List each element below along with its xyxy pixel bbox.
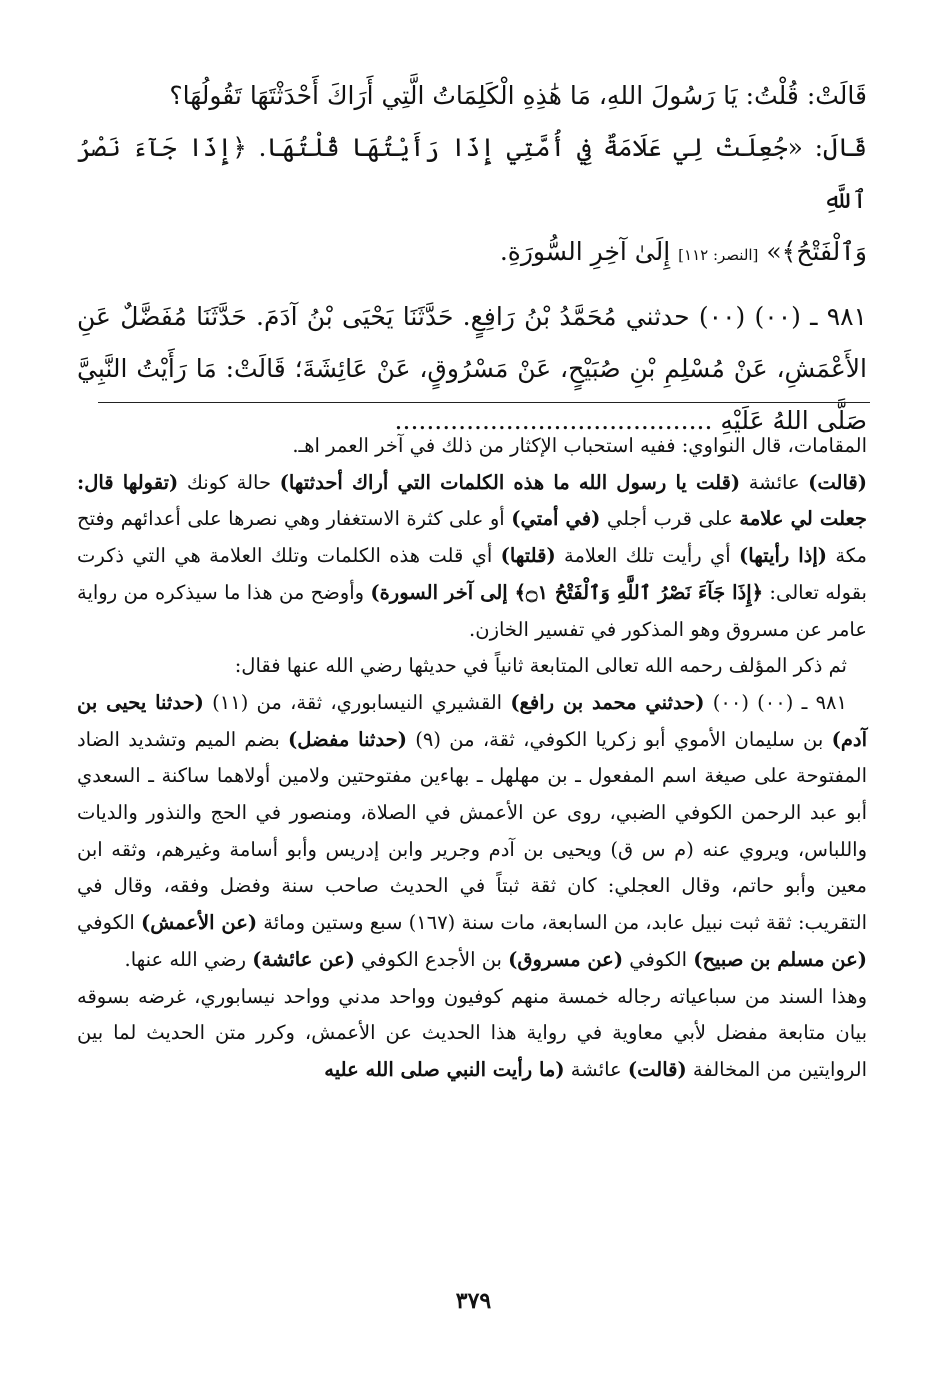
hadith-text [77, 70, 867, 447]
hadith-line-2: قَالَ: «جُعِلَتْ لِي عَلَامَةٌ فِي أُمَّتِي إِذَا رَأَيْتُهَا قُلْتُهَا. ﴿إِذَا جَآءَ نَصْرُ ٱللَّهِ [77, 133, 867, 214]
commentary-text-run: أي قلت هذه الكلمات وتلك العلامة هي التي ذكرت بقوله تعالى: [77, 544, 867, 604]
commentary-text-run: أي رأيت تلك العلامة [555, 544, 740, 568]
bold-phrase: (قلت يا رسول الله ما هذه الكلمات التي أراك أحدثتها) [279, 470, 741, 494]
commentary-paragraph-5 [77, 979, 867, 1089]
hadith-line [77, 122, 867, 226]
commentary-text-run: عائشة [564, 1057, 628, 1081]
bold-phrase: (قالت) [808, 470, 867, 494]
bold-phrase: (قالت) [627, 1057, 687, 1081]
hadith-isnad: ٩٨١ ـ (٠٠) (٠٠) حدثني مُحَمَّدُ بْنُ رَافِعٍ. حَدَّثَنَا يَحْيَى بْنُ آدَمَ. حَدَّثَنَا مُفَضَّلٌ عَنِ الأَعْمَشِ، عَنْ مُسْلِمِ بْنِ صُبَيْحٍ، عَنْ مَسْرُوقٍ، عَنْ عَائِشَةَ؛ قَالَتْ: مَا رَأَيْتُ النَّبِيَّ صَلَّى اللهُ عَلَيْهِ [77, 302, 867, 435]
bold-phrase: (عن الأعمش) [141, 911, 258, 935]
bold-phrase: (عن عائشة) [252, 947, 355, 971]
bold-phrase: (حدثنا يحيى بن آدم) [77, 690, 867, 751]
commentary-text-run: بن الأجدع الكوفي [354, 947, 509, 971]
commentary-text-run: حالة كونك [178, 470, 280, 494]
bold-phrase: إلى آخر السورة) [370, 580, 515, 604]
bold-phrase: (ما رأيت النبي صلى الله عليه [324, 1057, 565, 1081]
hadith-line-3-end: إِلَىٰ آخِرِ السُّورَةِ. [499, 237, 671, 266]
hadith-paragraph-981 [77, 291, 867, 447]
footnote-divider [98, 402, 870, 403]
bold-phrase: (إذا رأيتها) [739, 544, 827, 568]
commentary-text-run: أو على كثرة الاستغفار وهي نصرها على أعدائهم وفتح مكة [77, 507, 867, 568]
commentary-paragraph-4 [77, 685, 867, 979]
continuation-dots: ........................................ [394, 406, 713, 435]
bold-phrase: (عن مسلم بن صبيح) [693, 947, 867, 971]
bold-phrase: (حدثنا مفضل) [288, 727, 407, 751]
commentary-text-run: بن سليمان الأموي أبو زكريا الكوفي، ثقة، من (٩) [406, 727, 832, 751]
commentary-text-run: بضم الميم وتشديد الضاد المفتوحة على صيغة اسم المفعول ـ بن مهلهل ـ بهاءين مفتوحتين ولامين أولاهما ساكنة ـ السعدي أبو عبد الرحمن الكوفي الضبي، روى عن الأعمش في الصلاة، ومنصور في الحج والنذور والديات واللباس، ويروي عنه (م س ق) ويحيى بن آدم وجرير وابن إدريس وأبو أسامة وغيرهم، وثقه ابن معين وأبو حاتم، وقال العجلي: كان ثقة ثبتاً في الحديث صاحب سنة وفضل وفقه، وقال في التقريب: ثقة ثبت نبيل عابد، من السابعة، مات سنة (١٦٧) سبع وستين ومائة [77, 727, 868, 935]
bold-phrase: (في أمتي) [511, 507, 601, 531]
hadith-line [77, 226, 867, 281]
commentary-text-run: رضي الله عنها. [124, 947, 253, 971]
commentary-text-run: وهذا السند من سباعياته رجاله خمسة منهم كوفيون وواحد مدني وواحد نيسابوري، غرضه بسوقه بيان متابعة مفضل لأبي معاوية في رواية هذا الحديث عن الأعمش، وكرر متن الحديث لما بين الروايتين من المخالفة [77, 984, 867, 1081]
quran-quote: ﴿إِذَا جَآءَ نَصْرُ ٱللَّهِ وَٱلْفَتْحُ ۝١﴾ [514, 580, 764, 604]
commentary-text-run: القشيري النيسابوري، ثقة، من (١١) [203, 690, 511, 714]
bold-phrase: (قلتها) [500, 544, 556, 568]
commentary-text-run: المقامات، قال النواوي: ففيه استحباب الإكثار من ذلك في آخر العمر اهـ. [292, 434, 867, 457]
page-number: ٣٧٩ [455, 1288, 492, 1314]
commentary-text-run: ثم ذكر المؤلف رحمه الله تعالى المتابعة ثانياً في حديثها رضي الله عنها فقال: [234, 654, 847, 678]
commentary-text-run: عائشة [740, 470, 809, 494]
quran-reference: [النصر: ١١٢] [678, 246, 759, 264]
commentary-text-run: ٩٨١ ـ (٠٠) (٠٠) [704, 690, 847, 714]
commentary-text-run: الكوفي [623, 947, 694, 971]
commentary-text-run: الكوفي [77, 911, 142, 935]
hadith-line-1: قَالَتْ: قُلْتُ: يَا رَسُولَ اللهِ، مَا هَٰذِهِ الْكَلِمَاتُ الَّتِي أَرَاكَ أَحْدَثْتَهَا تَقُولُهَا؟ [169, 81, 867, 110]
commentary-text-run: على قرب أجلي [600, 507, 740, 531]
commentary-paragraph-1 [77, 428, 867, 465]
commentary-text-run: وأوضح من هذا ما سيذكره من رواية عامر عن مسروق وهو المذكور في تفسير الخازن. [77, 580, 867, 641]
bold-phrase: (حدثني محمد بن رافع) [510, 690, 705, 714]
bold-phrase: (تقولها قال: جعلت لي علامة [77, 470, 867, 531]
hadith-line-3: وَٱلْفَتْحُ﴾» [766, 237, 867, 266]
bold-phrase: (عن مسروق) [508, 947, 624, 971]
commentary-paragraph-2 [77, 465, 867, 649]
commentary-text [77, 428, 867, 1089]
commentary-paragraph-3 [77, 648, 867, 685]
hadith-line [77, 70, 867, 122]
